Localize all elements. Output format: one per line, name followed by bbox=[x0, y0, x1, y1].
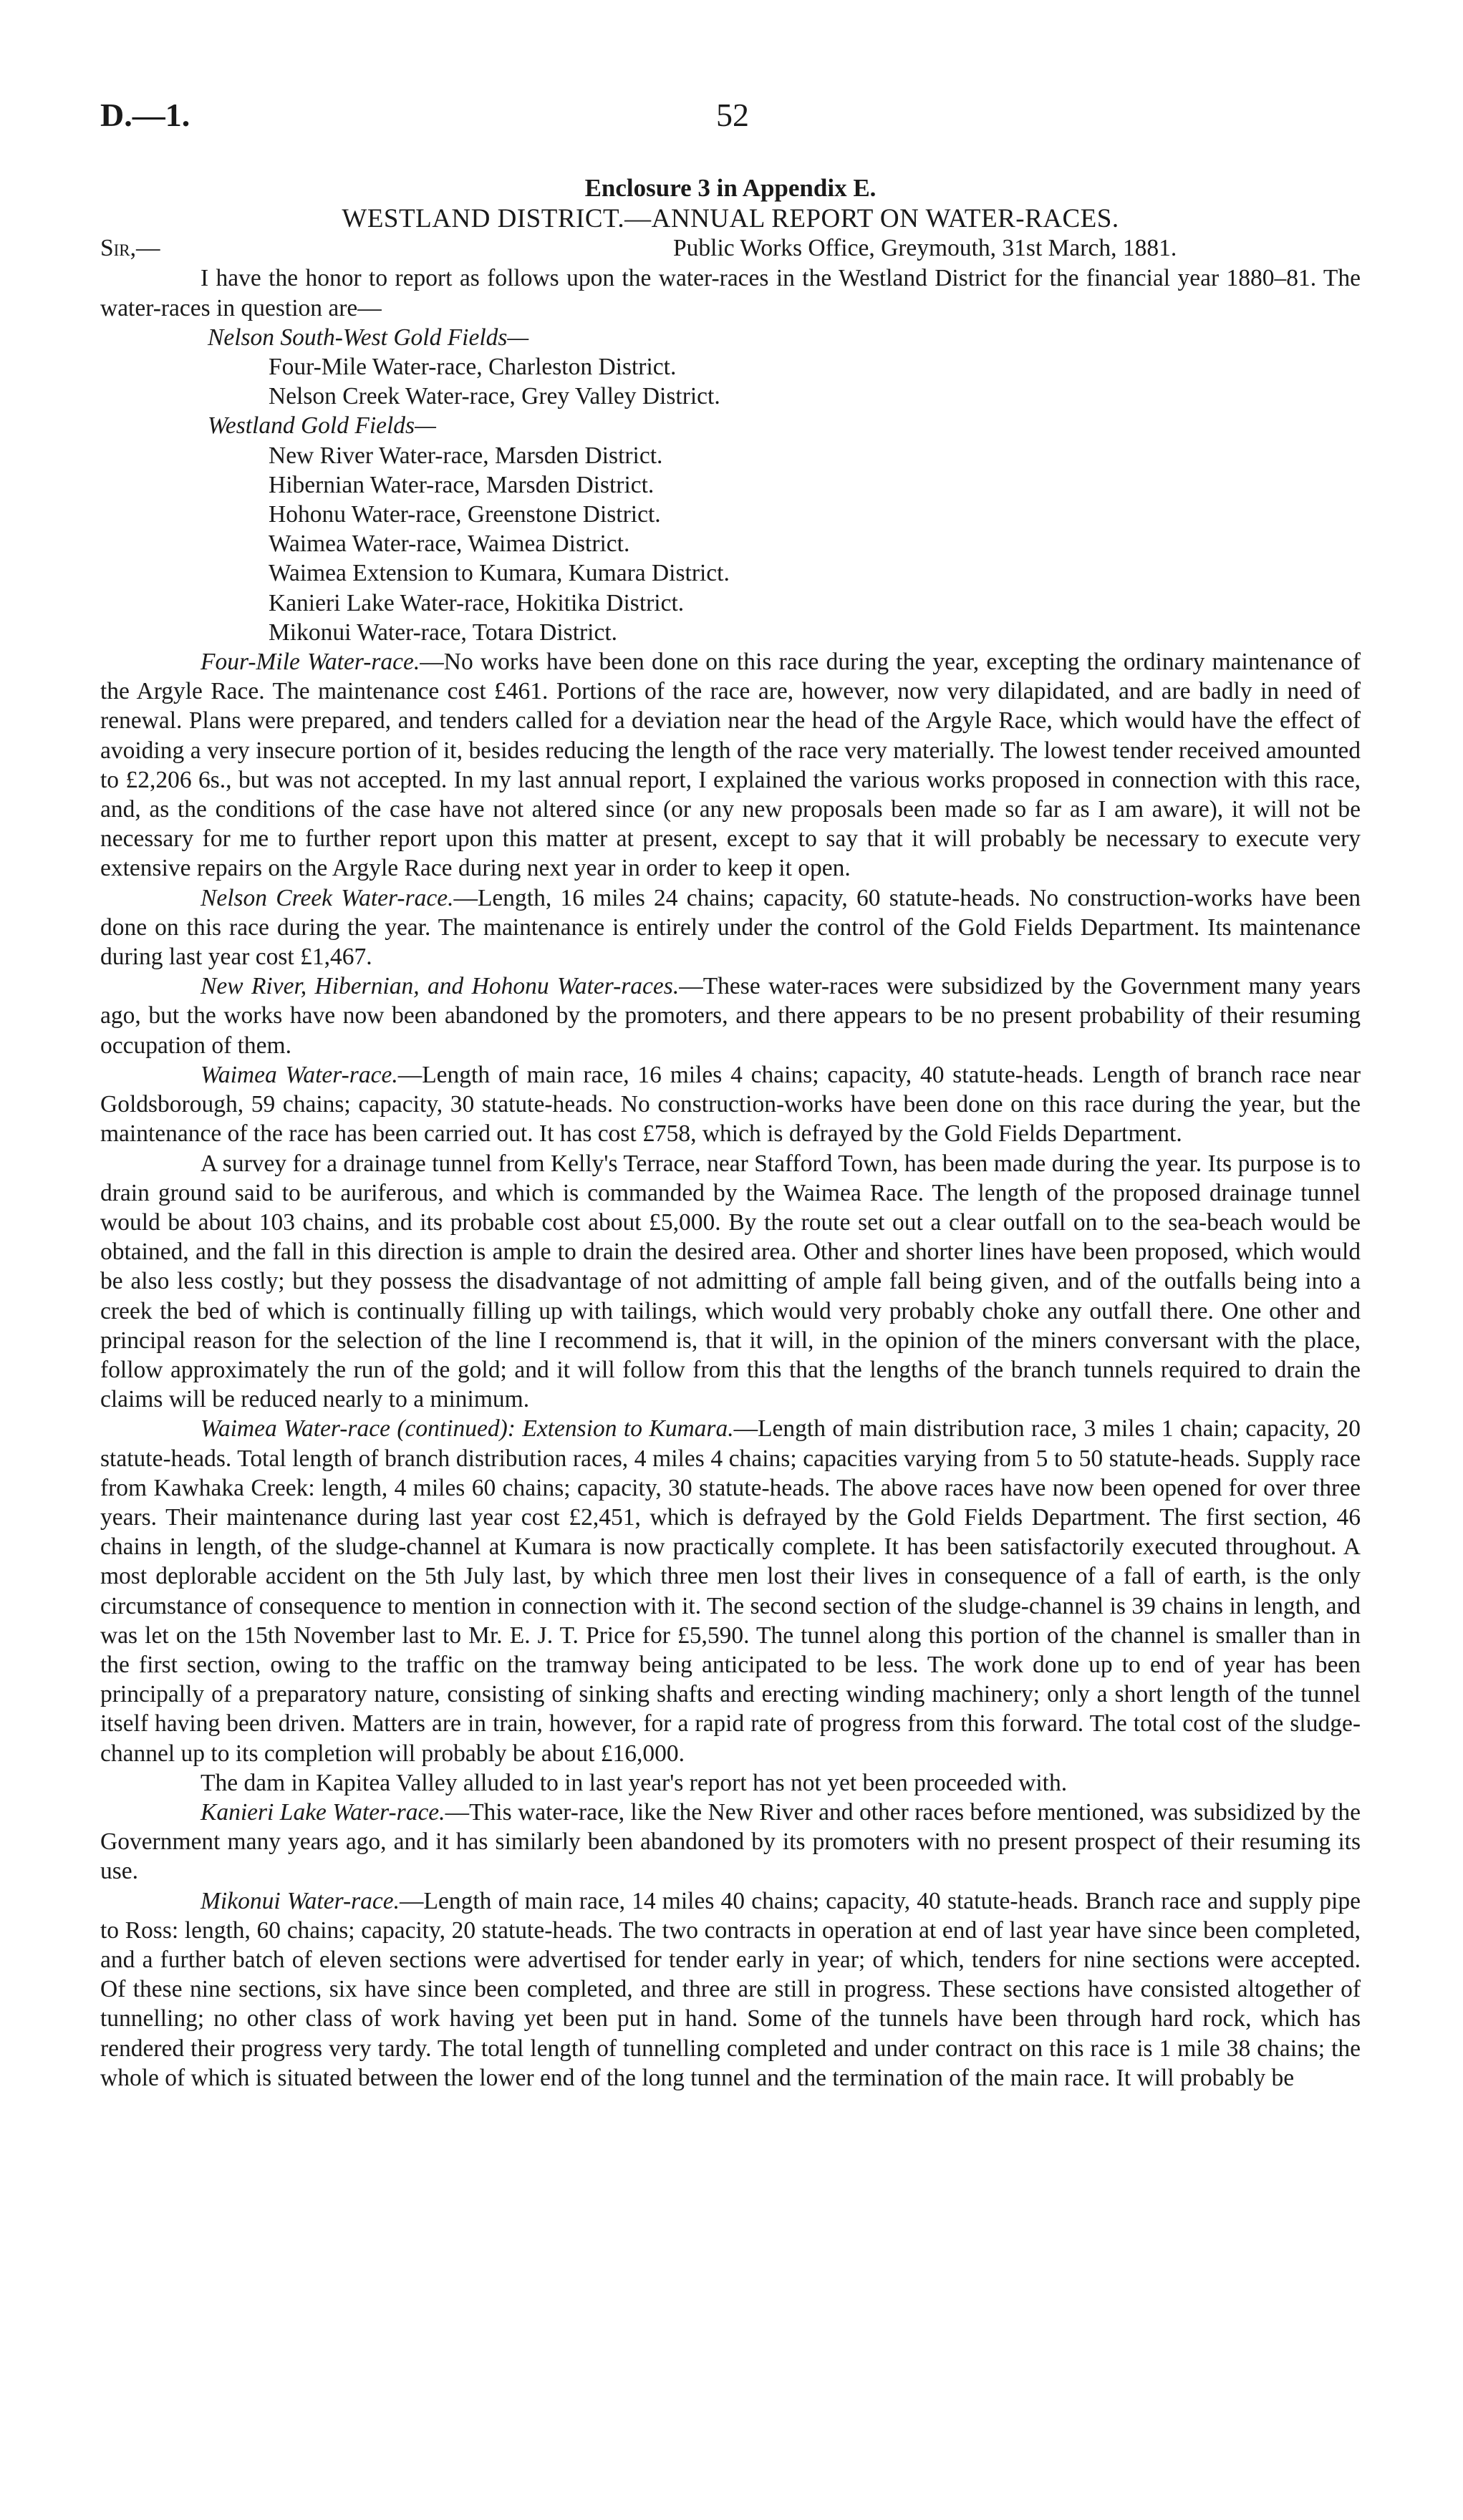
water-race-list bbox=[100, 323, 1361, 647]
paragraph-nelson-creek bbox=[100, 883, 1361, 972]
list-item: Hibernian Water-race, Marsden District. bbox=[269, 471, 655, 498]
paragraph-body: —No works have been done on this race during the year, excepting the ordinary maintenance of the Argyle Race. The maintenance cost £461. Portions of the race are, however, now very dilapidated, and are badly in need of renewal. Plans were prepared, and tenders called for a deviation near the head of the Argyle Race, which would have the effect of avoiding a very insecure portion of it, besides reducing the length of the race very materially. The lowest tender received amounted to £2,206 6s., but was not accepted. In my last annual report, I explained the various works proposed in connection with this race, and, as the conditions of the case have not altered since (or any new proposals been made so far as I am aware), it will not be necessary for me to further report upon this matter at present, except to say that it will probably be necessary to execute very extensive repairs on the Argyle Race during next year in order to keep it open. bbox=[100, 649, 1361, 882]
intro-paragraph: I have the honor to report as follows upon the water-races in the Westland District for the financial year 1880–81. The water-races in question are— bbox=[100, 265, 1361, 321]
dateline: Public Works Office, Greymouth, 31st March, 1881. bbox=[673, 235, 1177, 262]
paragraph-body: A survey for a drainage tunnel from Kelly's Terrace, near Stafford Town, has been made during the year. Its purpose is to drain ground said to be auriferous, and which is commanded by the Waimea Race. The length of the proposed drainage tunnel would be about 103 chains, and its probable cost about £5,000. By the route set out a clear outfall on to the sea-beach would be obtained, and the fall in this direction is ample to drain the desired area. Other and shorter lines have been proposed, which would be also less costly; but they possess the disadvantage of not admitting of ample fall being given, and of the outfalls being into a creek the bed of which is continually filling up with tailings, which would very probably choke any outfall there. One other and principal reason for the selection of the line I recommend is, that it will, in the opinion of the miners conversant with the place, follow approximately the run of the gold; and it will follow from this that the lengths of the branch tunnels required to drain the claims will be reduced nearly to a minimum. bbox=[100, 1150, 1361, 1413]
paragraph-kanieri bbox=[100, 1798, 1361, 1886]
document-code: D.—1. bbox=[100, 97, 190, 133]
paragraph-kumara-extension bbox=[100, 1414, 1361, 1768]
list-item: Four-Mile Water-race, Charleston District. bbox=[269, 354, 677, 381]
list-group-heading: Westland Gold Fields— bbox=[208, 412, 436, 440]
paragraph-body: —This water-race, like the New River and other races before mentioned, was subsidized by the Government many years ago, and it has similarly been abandoned by its promoters with no present prospect of their resuming its use. bbox=[100, 1798, 1361, 1885]
list-item: Kanieri Lake Water-race, Hokitika District. bbox=[269, 589, 685, 616]
list-item: Waimea Water-race, Waimea District. bbox=[269, 530, 630, 558]
salutation-row bbox=[100, 233, 1361, 263]
paragraph-waimea bbox=[100, 1060, 1361, 1149]
list-item: Hohonu Water-race, Greenstone District. bbox=[269, 501, 661, 528]
paragraph-body: —Length of main distribution race, 3 miles 1 chain; capacity, 20 statute-heads. Total length of branch distribution races, 4 miles 4 chains; capacities varying from 5 to 50 statute-heads. Supply race from Kawhaka Creek: length, 4 miles 60 chains; capacity, 30 statute-heads. The above races have now been opened for over three years. Their maintenance during last year cost £2,451, which is defrayed by the Gold Fields Department. The first section, 46 chains in length, of the sludge-channel at Kumara is now practically complete. It has been satisfactorily executed throughout. A most deplorable accident on the 5th July last, by which three men lost their lives in consequence of a fall of earth, is the only circumstance of consequence to mention in connection with it. The second section of the sludge-channel is 39 chains in length, and was let on the 15th November last to Mr. E. J. T. Price for £5,590. The tunnel along this portion of the channel is smaller than in the first section, owing to the traffic on the tramway being anticipated to be less. The work done up to end of year has been principally of a preparatory nature, consisting of sinking shafts and erecting winding machinery; only a short length of the tunnel itself having been driven. Matters are in train, however, for a rapid rate of progress from this forward. The total cost of the sludge-channel up to its completion will probably be about £16,000. bbox=[100, 1415, 1361, 1767]
list-item: Waimea Extension to Kumara, Kumara District. bbox=[269, 560, 730, 587]
page-number: 52 bbox=[716, 97, 749, 133]
paragraph-body: —Length of main race, 16 miles 4 chains; capacity, 40 statute-heads. Length of branch race near Goldsborough, 59 chains; capacity, 30 statute-heads. No construction-works have been done on this race during the year, but the maintenance of the race has been carried out. It has cost £758, which is defrayed by the Gold Fields Department. bbox=[100, 1061, 1361, 1148]
list-group-heading: Nelson South-West Gold Fields— bbox=[208, 324, 529, 351]
paragraph-lead: Waimea Water-race (continued): Extension to Kumara. bbox=[201, 1415, 734, 1443]
paragraph-lead: Four-Mile Water-race. bbox=[201, 649, 420, 676]
paragraph-new-river bbox=[100, 971, 1361, 1060]
paragraph-lead: New River, Hibernian, and Hohonu Water-races. bbox=[201, 973, 680, 1000]
page-header bbox=[100, 86, 1361, 150]
list-item: Mikonui Water-race, Totara District. bbox=[269, 619, 618, 646]
paragraph-lead: Nelson Creek Water-race. bbox=[201, 884, 454, 911]
paragraph-body: The dam in Kapitea Valley alluded to in last year's report has not yet been proceeded with. bbox=[201, 1769, 1068, 1796]
paragraph-lead: Waimea Water-race. bbox=[201, 1061, 398, 1088]
paragraph-four-mile bbox=[100, 647, 1361, 883]
paragraph-lead: Mikonui Water-race. bbox=[201, 1887, 400, 1914]
paragraph-mikonui bbox=[100, 1886, 1361, 2093]
list-item: New River Water-race, Marsden District. bbox=[269, 442, 663, 469]
paragraph-drainage-survey bbox=[100, 1149, 1361, 1415]
paragraph-kapitea-dam bbox=[100, 1768, 1361, 1798]
document-page bbox=[100, 86, 1361, 2491]
report-title: WESTLAND DISTRICT.—ANNUAL REPORT ON WATER-RACES. bbox=[342, 204, 1119, 234]
salutation: Sir,— bbox=[100, 235, 160, 262]
paragraph-lead: Kanieri Lake Water-race. bbox=[201, 1798, 445, 1826]
paragraph-body: —Length, 16 miles 24 chains; capacity, 60 statute-heads. No construction-works have been done on this race during the year. The maintenance is entirely under the control of the Gold Fields Department. Its maintenance during last year cost £1,467. bbox=[100, 884, 1361, 971]
paragraph-body: —These water-races were subsidized by the Government many years ago, but the works have now been abandoned by the promoters, and there appears to be no present probability of their resuming occupation of them. bbox=[100, 973, 1361, 1059]
list-item: Nelson Creek Water-race, Grey Valley District. bbox=[269, 383, 720, 410]
enclosure-title: Enclosure 3 in Appendix E. bbox=[584, 174, 877, 202]
paragraph-body: —Length of main race, 14 miles 40 chains; capacity, 40 statute-heads. Branch race and supply pipe to Ross: length, 60 chains; capacity, 20 statute-heads. The two contracts in operation at end of last year have since been completed, and a further batch of eleven sections were advertised for tender early in year; of which, tenders for nine sections were accepted. Of these nine sections, six have since been completed, and three are still in progress. These sections have consisted altogether of tunnelling; no other class of work having yet been put in hand. Some of the tunnels have been through hard rock, which has rendered their progress very tardy. The total length of tunnelling completed and under contract on this race is 1 mile 38 chains; the whole of which is situated between the lower end of the long tunnel and the termination of the main race. It will probably be bbox=[100, 1887, 1361, 2091]
